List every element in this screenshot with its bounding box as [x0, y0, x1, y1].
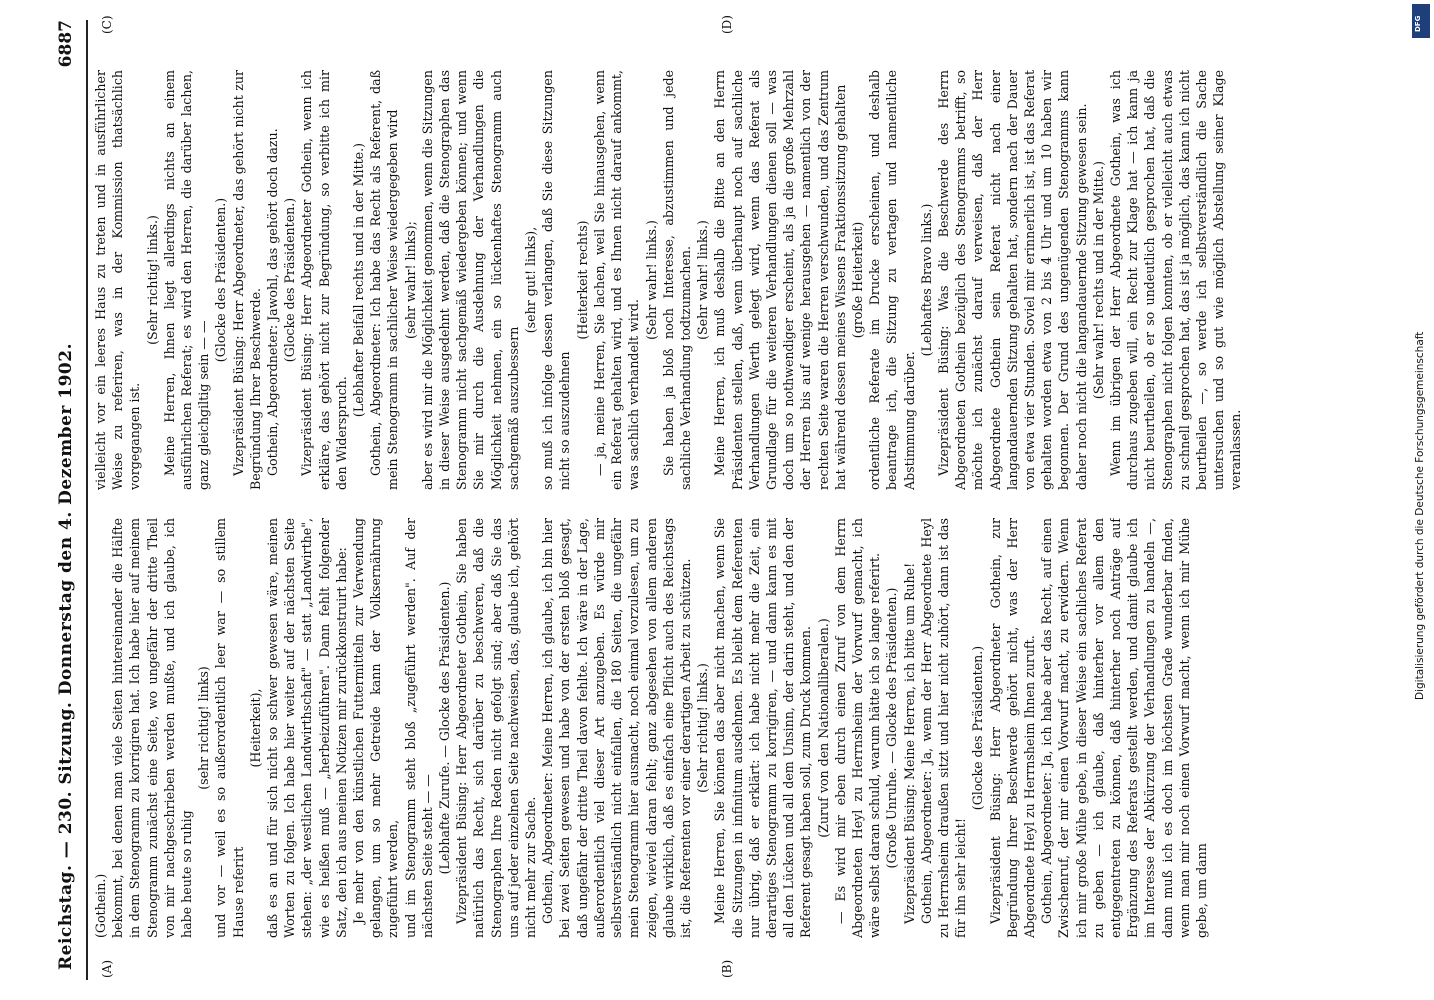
- interjection: (Sehr richtig! links.): [695, 663, 711, 793]
- paragraph: vielleicht vor ein leeres Haus zu treten und in ausführlicher Weise zu referiren, was in der Kommission thatsächlich vorgegangen ist.: [93, 70, 143, 490]
- margin-mark-d: (D): [720, 15, 734, 34]
- interjection: (Zuruf von den Nationalliberalen.): [815, 618, 831, 838]
- interjection: (Lebhafte Zurufe. — Glocke des Präsidenten.): [437, 581, 453, 875]
- interjection: (Sehr wahr! rechts und in der Mitte.): [1090, 160, 1106, 400]
- paragraph: Meine Herren, Sie können das aber nicht machen, wenn Sie die Sitzungen in infinitum ausdehnen. Es bleibt dem Referenten nur übrig, daß er erklärt: ich habe nicht mehr die Zeit, ein derartiges Stenogramm zu korrigiren, — und dann kann es mit all den Lücken und all dem Unsinn, der darin steht, und den der Referent gesagt haben soll, zum Druck kommen.: [712, 518, 814, 938]
- paragraph: Vizepräsident Büsing: Herr Abgeordneter Gothein, zur Begründung Ihrer Beschwerde gehört nicht, was der Herr Abgeordnete Heyl zu Herrnsheim Ihnen zuruft.: [987, 518, 1037, 938]
- paragraph: aber es wird mir die Möglichkeit genommen, wenn die Sitzungen in dieser Weise ausgedehnt werden, daß die Stenographen das Stenogramm nicht sachgemäß wiedergeben können; und wenn Sie mir durch die Ausdehnung der Verhandlungen die Möglichkeit nehmen, ein so lückenhaftes Stenogramm auch sachgemäß auszubessern: [419, 70, 521, 490]
- paragraph: Gothein, Abgeordneter: Ja, ich habe aber das Recht, auf einen Zwischenruf, der mir einen Vorwurf macht, zu erwidern. Wenn ich mir große Mühe gebe, in dieser Weise ein sachliches Referat zu geben — ich glaube, daß hinterher vor allem den entgegentreten zu können, daß hinterher noch Anträge auf Ergänzung des Referats gestellt werden, und damit glaube ich im Interesse der Abkürzung der Verhandlungen zu handeln —, dann muß ich es doch im höchsten Grade wunderbar finden, wenn man mir noch einen Vorwurf macht, wenn ich mir Mühe gebe, um dann: [1039, 518, 1209, 938]
- margin-mark-c: (C): [100, 15, 114, 34]
- margin-mark-b: (B): [720, 959, 734, 978]
- interjection: (große Heiterkeit): [849, 221, 865, 339]
- interjection: (sehr richtig! links): [196, 666, 212, 790]
- paragraph: Vizepräsident Büsing: Herr Abgeordneter Gothein, Sie haben natürlich das Recht, sich darüber zu beschweren, daß die Stenographen Ihre Reden nicht gefolgt sind; aber daß Sie das uns auf jeder einzelnen Seite nachweisen, das, glaube ich, gehört nicht mehr zur Sache.: [454, 518, 539, 938]
- paragraph: Gothein, Abgeordneter: Ja, wenn der Herr Abgeordnete Heyl zu Herrnsheim draußen sitzt und hier nicht zuhört, dann ist das für ihn sehr leicht!: [918, 518, 969, 938]
- interjection: (Lebhafter Beifall rechts und in der Mitte.): [351, 142, 367, 418]
- paragraph: — Es wird mir eben durch einen Zuruf von dem Herrn Abgeordneten Heyl zu Herrnsheim der Vorwurf gemacht, ich wäre selbst daran schuld, warum hätte ich so lange referirt.: [832, 518, 883, 938]
- paragraph: ordentliche Referate im Drucke erscheinen, und deshalb beantrage ich, die Sitzung zu vertagen und namentliche Abstimmung darüber.: [867, 70, 917, 490]
- right-column: [92, 70, 1302, 490]
- quotation: Je mehr von den künstlichen Futtermitteln zur Verwendung gelangen, um so mehr Getreide kann der Volksernährung zugeführt werden,: [351, 518, 401, 938]
- paragraph: bekommt, bei denen man viele Seiten hintereinander die Hälfte in dem Stenogramm zu korrigiren hat. Ich habe hier auf meinem Stenogramm zunächst eine Seite, wo ungefähr der dritte Theil von mir nachgeschrieben werden mußte, und ich glaube, ich habe heute so ruhig: [110, 518, 195, 938]
- margin-mark-a: (A): [100, 959, 114, 978]
- paragraph: Sie haben ja bloß noch Interesse, abzustimmen und jede sachliche Verhandlung todtzumachen.: [660, 70, 693, 490]
- credit-text: Digitalisierung gefördert durch die Deutsche Forschungsgemeinschaft: [1414, 331, 1426, 700]
- paragraph: und im Stenogramm steht bloß „zugeführt werden". Auf der nächsten Seite steht — —: [402, 518, 435, 938]
- header-rule: [86, 20, 88, 980]
- digitization-credit: [1410, 40, 1430, 700]
- interjection: (Glocke des Präsidenten.): [970, 645, 986, 811]
- paragraph: Vizepräsident Büsing: Was die Beschwerde des Herrn Abgeordneten Gothein bezüglich des Stenogramms betrifft, so möchte ich zunächst darauf verweisen, daß der Herr Abgeordnete Gothein sein Referat nicht nach einer langandauernden Sitzung gehalten hat, sondern nach der Dauer von etwa vier Stunden. Soviel mir erinnerlich ist, ist das Referat gehalten worden etwa von 2 bis 4 Uhr und um 10 haben wir begonnen. Der Grund des ungenügenden Stenogramms kann daher noch nicht die langandauernde Sitzung gewesen sein.: [935, 70, 1089, 490]
- interjection: (sehr wahr! links);: [402, 221, 418, 339]
- paragraph: Meine Herren, Ihnen liegt allerdings nichts an einem ausführlichen Referat; es wird den Herren, die darüber lachen, ganz gleichgiltig sein — —: [161, 70, 212, 490]
- interjection: (Sehr wahr! links.): [643, 220, 659, 340]
- paragraph: Gothein, Abgeordneter: Ich habe das Recht als Referent, daß mein Stenogramm in sachlicher Weise wiedergegeben wird: [368, 70, 401, 490]
- dfg-logo-text: DFG: [1414, 15, 1422, 32]
- paragraph: Meine Herren, ich muß deshalb die Bitte an den Herrn Präsidenten stellen, daß, wenn überhaupt noch auf sachliche Verhandlungen Werth gelegt wird, wenn das Referat als Grundlage für die weiteren Verhandlungen dienen soll — was doch um so nothwendiger erscheint, als ja die große Mehrzahl der Herren bis auf wenige herausgehen — namentlich von der rechten Seite waren die Herren verschwunden, und das Zentrum hat während dessen meines Wissens Fraktionssitzung gehalten: [712, 70, 848, 490]
- interjection: (Heiterkeit),: [247, 688, 263, 768]
- paragraph: — ja, meine Herren, Sie lachen, weil Sie hinausgehen, wenn ein Referat gehalten wird, und es Ihnen nicht darauf ankommt, was sachlich verhandelt wird.: [591, 70, 642, 490]
- dfg-logo: [1412, 4, 1430, 38]
- page-header: [52, 20, 82, 980]
- paragraph: Gothein, Abgeordneter: Jawohl, das gehört doch dazu.: [265, 128, 281, 476]
- interjection: (Heiterkeit rechts): [574, 220, 590, 340]
- interjection: (Sehr richtig! links.): [144, 215, 160, 345]
- interjection: (Große Unruhe. — Glocke des Präsidenten.): [884, 587, 900, 869]
- interjection: (Glocke des Präsidenten.): [282, 197, 298, 363]
- paragraph: und vor — weil es so außerordentlich leer war — so stillem Hause referirt: [213, 518, 246, 938]
- paragraph: Vizepräsident Büsing: Herr Abgeordneter, das gehört nicht zur Begründung Ihrer Beschwerde.: [230, 70, 263, 490]
- left-column: [92, 518, 1302, 938]
- interjection: (sehr gut! links),: [523, 226, 539, 334]
- paragraph: Wenn im übrigen der Herr Abgeordnete Gothein, was ich durchaus zugeben will, ein Recht zur Klage hat — ich kann ja nicht beurtheilen, ob er so undeutlich gesprochen hat, daß die Stenographen nicht folgen konnten, ob er vielleicht auch etwas zu schnell gesprochen hat, das ist ja möglich, das kann ich nicht beurtheilen —, so werde ich selbstverständlich die Sache untersuchen und so gut wie möglich Abstellung seiner Klage veranlassen.: [1107, 70, 1244, 490]
- paragraph: so muß ich infolge dessen verlangen, daß Sie diese Sitzungen nicht so auszudehnen: [540, 70, 573, 490]
- paragraph: Vizepräsident Büsing: Herr Abgeordneter Gothein, wenn ich erkläre, das gehört nicht zur Begründung, so verbitte ich mir den Widerspruch.: [299, 70, 349, 490]
- speaker-note: (Gothein.): [93, 873, 108, 938]
- header-title: Reichstag. — 230. Sitzung. Donnerstag den 4. Dezember 1902.: [56, 343, 76, 970]
- page-number: 6887: [56, 20, 76, 68]
- interjection: (Sehr wahr! links.): [695, 220, 711, 340]
- paragraph: Gothein, Abgeordneter: Meine Herren, ich glaube, ich bin hier bei zwei Seiten gewesen und habe von der ersten bloß gesagt, daß ungefähr der dritte Theil davon fehlte. Ich wäre in der Lage, außerordentlich viel dieser Art anzugeben. Es würde mir selbstverständlich nicht einfallen, die 180 Seiten, die ungefähr mein Stenogramm hier ausmacht, noch einmal vorzulesen, um zu zeigen, wieviel daran fehlt; ganz abgesehen von allem anderen glaube wirklich, daß es einfach eine Pflicht auch des Reichstags ist, die Referenten vor einer derartigen Arbeit zu schützen.: [540, 518, 693, 938]
- paragraph: Vizepräsident Büsing: Meine Herren, ich bitte um Ruhe!: [901, 562, 917, 924]
- paragraph: daß es an und für sich nicht so schwer gewesen wäre, meinen Worten zu folgen. Ich habe hier weiter auf der nächsten Seite stehen: „der westlichen Landwirthschaft" — statt „Landwirthe", wie es heißen muß — „herbeizuführen". Dann fehlt folgender Satz, den ich aus meinen Notizen mir zurückkonstruirt habe:: [265, 518, 349, 938]
- interjection: (Glocke des Präsidenten.): [213, 197, 229, 363]
- interjection: (Lebhaftes Bravo links.): [918, 203, 934, 357]
